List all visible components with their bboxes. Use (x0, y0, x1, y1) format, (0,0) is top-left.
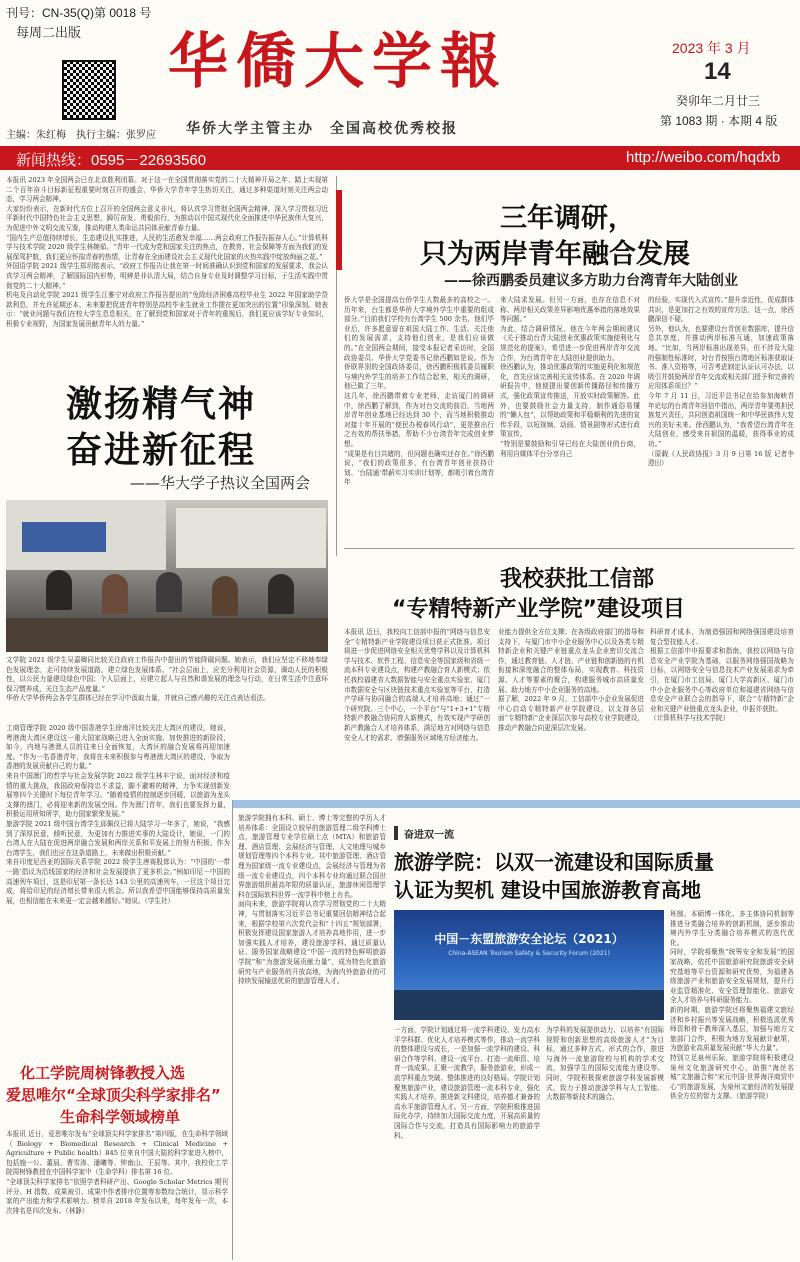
date-year-month: 2023 年 3 月 (672, 40, 751, 56)
center-col-a: 侨大学是全国提高台侨学生人数最多的高校之一。历年来，台生都是华侨大学境外学生中重要的组成部分。”目前我们学校有台湾学生 500 余名，他们毕业后，许多愿意留在祖国大陆工作、生活。关注他们的发展需求，支持他们创业，是我们应该做的。”在全国两会期间，接受本报记者采访时，全国政协委员、华侨大学党委书记徐西鹏如是说。作为侨联界别的全国政协委员，徐西鹏积极抓委员履职与境内外学生的培养工作结合起来，相关的调研，他已做了三年。 这几年，徐西鹏带着专业老师，走访厦门的调研中，徐西鹏了解到，作为对台交流的前沿，当地两岸青年创业基地已经达到 30 个，而当地积极推动对接十年开展的“便民办税春风行动”，更是推出行之有效的帮扶举措，帮助不少台湾青年完成创业梦想。 “成果是有目共睹的，但问题也确实还存在。”徐西鹏说，“我们的政策很多，有台湾青年创业扶持计划、‘台陆通’带薪实习实训计划等，都吸引着台湾青年 (344, 296, 494, 487)
headline-project-1: 我校获批工信部 (500, 567, 655, 592)
project-col-a: 本报讯 近日，我校向工信部申报的“网络与信息安全”专精特新产业学院建设项目获正式批准。项目将进一步促进网络安全相关优势学科以及计算机科学与技术、软件工程、信息安全等国家级和省级一流本科专业建设点，构建产教融合育人新模式；依托我校福建省大数据智能与安全重点实验室、厦门市数据安全与区块链技术重点实验室等平台，打造产学研与协同融合的高端人才培养高地；通过“一个研究院、三个中心，一个平台”与“1+3+1”专精特新产教融合协同育人新模式，有效实现产学研创新产教融合人才培养体系，满足地方对网络与信息安全人才的需求，增强服务区域地方经济能力。 (344, 628, 490, 742)
poster-stage (394, 990, 664, 1020)
hotline: 新闻热线：0595－22693560 (16, 152, 207, 169)
headline-left-sub: ——华大学子热议全国两会 (130, 474, 311, 492)
project-col-b: 业能力提供全方位支撑；在各级政府部门的指导和支持下，与厦门市中小企业服务中心以及各类专精特新企业和关键产业链重点龙头企业密切交流合作，通过教育链、人才链、产业链和创新链的有机衔接和深度融合的整体布局，实现教育、科技资源、人才等要素的聚合，构建服务城市高质量发展、助力地方中小企业服务的高地。 据了解，2022 年 9 月，工信部中小企业发展促进中心启动专精特新产业学院建设，以支持各层面“专精特新”企业深层次参与高校专业学院建设，推动产教融合向更深层次发展。 (498, 628, 644, 732)
headline-left-1: 激扬精气神 (66, 384, 257, 425)
photo-student (212, 576, 238, 616)
tourism-col-a: 旅游学院拥有本科、硕士、博士等完整的学历人才培养体系：全国设立较早的旅游管理二级学科博士点，旅游管理专业学位硕士点（MTA）和旅游管理、酒店管理、会展经济与管理、人文地理与城乡规划管理等四个本科专业。其中旅游管理、酒店管理为国家级一流专业建设点，会展经济与管理为省级一流专业建设点，四个本科专业均通过联合国世界旅游组织最高年限的质量认证，旅游休闲管理学科在国际软科世界一流学科中榜上有名。 面向未来，旅游学院将认真学习贯彻党的二十大精神，与贯彻落实习近平总书记重要回信精神结合起来，根据学校第六次党代会和“十四五”规划部署，积极发挥建设国家旅游人才培养高地作用，进一步加强实践人才培养，建设旅游学科、通过质量认证、服务国家战略建设“中国一流的特色鲜明旅游学院”和“为旅游发展贡献力量”，成为特色化旅游研究与产业服务的开放高地，为海内外旅游业的可持续发展输送优质的旅游管理人才。 (238, 814, 386, 986)
qr-code (62, 60, 116, 120)
issue-number: 第 1083 期 · 本期 4 版 (660, 114, 778, 128)
center-col-b: 来大陆求发展。但另一方面，也存在信息不对称、两岸相关政策差异影响优惠举措的落地效果等问题。” 为此，结合调研情况，他在今年两会期间建议《关于推动台青大陆创业优惠政策实施便利化与规范化的提案》，希望进一步促进两岸青年交流合作，为台湾青年在大陆创业提供助力。 徐西鹏认为，推动优惠政策的实施更利化和规范化，首先应该完善相关宣传体系。在 2020 年调研报告中，他便提出要创新传播路径和传播方式，强化政策宣传推送，开放实时政策解答。此外，也要鼓励社会力量支持，制作通俗易懂的“懒人包”，以帮助政策和平稳顺利的先进的宣传手段，以短视频、动画、情景剧等形式进行政策宣传。 “特别是要鼓励和引导已经在大陆创业的台商，利用自媒体平台分享自己 (500, 296, 640, 458)
left-intro: 本报讯 2023 年全国两会已在北京胜利闭幕。对于这一在全国贯彻落实党的二十大精神开局之年、踏上实现第二个百年奋斗目标新征程重要时刻召开的盛会，华侨大学青年学生热切关注，通过多种渠道时刻关注两会动态，学习两会精神。 大家纷纷表示，在新时代方位上召开的全国两会意义非凡，将认真学习贯彻全国两会精神，深入学习贯彻习近平新时代中国特色社会主义思想，踔厉奋发、勇毅前行，为推动以中国式现代化全面推进中华民族伟大复兴，为促进中外文明交流互鉴，推动构建人类命运共同体贡献青春力量。 “国内生产总值持续增长，生态建设扎实推进，人民的生活愈发幸福……两会政府工作报告振奋人心。”计算机科学与技术学院 2020 级学生林婉茹。“青年一代成为党和国家关注的焦点，在教育、社会保障等方面为我们的发展保驾护航，我们更应怀揣青春的热情，让青春在全面建设社会主义现代化国家的火热实践中绽放绚丽之花。” 外国语学院 2021 级学生郑玥铭表示，“政府工作报告让我在第一时间准确认识到党和国家的发展要求，我会认真学习两会精神，了解国际国内形势，明辨是非认清大局，结合自身专业及时调整学习目标，于生活实践中贯彻党的二十大精神。” 机电及自动化学院 2021 级学生江雅宁对政府工作报告提出的“免除经济困难高校毕业生 2022 年国家助学贷款利息，并允许延期还本，未来要把促进青年特别是高校毕业生就业工作摆在更加突出的位置”印象深刻。她表示：“就业问题与我们在校大学生息息相关，在了解到党和国家对于青年的重视后，我们更应该学好专业知识，积极专业视野，为国家发展贡献青年人的力量。” (6, 176, 328, 328)
blue-band (232, 800, 800, 808)
headline-chem-2: 爱思唯尔“全球顶尖科学家排名” (6, 1086, 221, 1104)
photo-student (268, 574, 294, 614)
tourism-col-c: 为学科的发展提供动力、以培养“有国际视野和创新思想的高级旅游人才”为目标，通过多种方式、形式的合作，推进与海外一流旅游院校与机构的学术交流，加强学生的国际交流能力建设等。同时，学院积极探索旅游学科发展新模式，致力于推动旅游学科与人工智能、大数据等新技术的融合。 (546, 1026, 664, 1102)
photo-desks (6, 618, 328, 652)
headline-left-2: 奋进新征程 (66, 430, 257, 471)
headline-chem-1: 化工学院周树锋教授入选 (20, 1064, 186, 1082)
divider (344, 548, 794, 549)
classroom-photo (6, 500, 328, 652)
photo-student (102, 574, 128, 614)
photo-student (46, 570, 72, 610)
poster-subtitle: China-ASEAN Tourism Safety & Security Forum (2021) (448, 950, 610, 957)
accent-bar (336, 190, 342, 270)
left-lower-text: 工商管理学院 2020 级中国香港学生徐南洋比较关注大湾区的建设，她说，粤港澳大湾区建设这一重大国家战略已进入全面实施、加快推进的新阶段，如今，内地与港澳人员的往来日全面恢复，大湾区的融合发展将再迎加速度。“作为一名香港青年，我将在未来积极参与粤港澳大湾区的建设，争取为香港的发展贡献自己的力量。” 来自中国澳门的哲学与社会发展学院 2022 级学生林丰宁说，面对经济和疫情的重大挑战，我国政府保持忠不求益，脚不避难的精神，力争实现创新发展等四个关键时下每位青年学习。“随着疫情的控制逐步回暖，以旅游为龙头支撑的澳门，必将迎来新的发展空间。作为澳门青年，我们也要发挥力量，积极运用所知所学，助力国家繁荣发展。” 旅游学院 2021 级中国台湾学生邱佩仪已将大陆学习一年多了，她说，“我感到了深厚民意，倾听民意，为更加有力推进实事的大陆设计，她说，一门的台湾人在大陆在促进两岸融合发展和两岸关系和平发展上的努力积极。作为台湾学生，我们也应在这条道路上，未来做出积极贡献。” 来自印度尼西亚的国际关系学院 2022 级学生唐赛股郎认为：“中国的‘一带一路’倡议为沿线国家的经济和社会发展提供了更多机会。”例如印尼－中国的高速列车项目，这是印尼第一条长达 143 公里的高速列车，一旦这个项目完成，将给印尼的经济增长带来很大机会。所以我希望中国能够保持高质量发展，也相信能在未来更一定会越来越好。”她说。（学生社） (6, 724, 230, 905)
headline-tourism-2: 认证为契机 建设中国旅游教育高地 (394, 878, 701, 902)
slogan: 华侨大学主管主办 全国高校优秀校报 (186, 121, 458, 137)
center-col-c: 的经验，实现代入式宣传。”提升亲近性，促成群体共识，是更加打之有效的宣传方法，这一点，徐西鹏深信不疑。 另外，他认为，也要建设台青创业数据库，提升信息共享度，并推动两岸标准互通，加速政策落地。“比如，当两岸标准出现差异，但不涉及大陆的强制性标准时，对台青按照台湾地区标准获取证书、准入资格等，可否考虑制定认证认可办法，以吸引并鼓励两岸青年交流或相关部门授予和完善的应用体系项目？” 今年 7 月 11 日，习近平总书记在给参加海峡青年论坛的台湾青年回信中指出，两岸青年要勇担民族复兴责任，共同创造祖国统一和中华民族伟大复兴的美好未来。徐西鹏认为，“我希望台湾青年在大陆创业，感受来自祖国的温暖，获得事业的成功。” （原载《人民政协报》3 月 9 日第 16 版 记者李澄田） (648, 296, 794, 468)
headline-project-2: “专精特新产业学院”建设项目 (392, 597, 685, 622)
section-tag: 奋进双一流 (394, 826, 460, 840)
lunar-date: 癸卯年二月廿三 (676, 94, 761, 108)
photo-student (156, 572, 182, 612)
hotline-bar (0, 146, 800, 170)
tourism-col-b: 一方面，学院计划通过将一流学科建设、发力高水平学科群、优化人才培养模式等作，推动一流学科的整体建设与成长，一是加强一流学科的建设、科研合作等学科、建设一流平台、打造一流师资、培育一流成果、汇聚一流教学，服务旅游业，形成一流学科重点突破、整体推进的良好格局。学院计划聚焦旅游产业，建设旅游管理一流本科专业，强化实践人才培养，推进新文科建设，培养德才兼备的高水平旅游管理人才。另一方面，学院积极推进国际化办学，持续加大国际交流力度，开展高质量的国际合作与交流，打造具有国际影响力的旅游学科。 (394, 1026, 540, 1140)
headline-center-sub: ——徐西鹏委员建议多方助力台湾青年大陆创业 (444, 273, 738, 289)
headline-tourism-1: 旅游学院：以双一流建设和国际质量 (394, 850, 714, 874)
photo-caption: 文学院 2021 级学生吴嘉卿同比较关注政府工作报告中提出的节能降碳问题。她表示，我们应坚定不移地奉绿色发展理念，走可持续发展道路，建立绿色发展体系。“社会层面上，应充分利用社会资源，调动人民的积极性，以公民力量建设绿色中国；个人层面上，应建立起人与自然和谐发展的理念与行动，在日常生活中注意环保习惯养成，关注生态产品度量。” 华侨大学华侨两会各学生群体已经在学习中汲取力量，并就自己感兴趣的关注点表达看法。 (6, 656, 328, 703)
poster-title: 中国－东盟旅游安全论坛（2021） (434, 932, 624, 946)
editor-line: 主编：朱红梅 执行主编：张罗应 (6, 130, 156, 141)
headline-center-1: 三年调研， (500, 203, 635, 234)
tourism-col-d: 班制、本硕博一体化、多主体协同机制等推进分类融合培养的创新机制，逐步推动境内外学生分类融合培养模式的迭代优化。 同时，学院将聚焦“统筹安全和发展”的国家战略，依托中国旅游研究院旅游安全研究基地等平台资源和研究优势，为福建各级旅游产业和旅游安全发展规划，提升行业监管精准化、安全管理智能化、旅游安全人才培养与科研服务能力。 新的时期，旅游学院还将聚焦福建文旅经济和乡村振兴等发展战略，积极选派优秀师资和骨干教师深入基层，加强与地方文旅部门合作，积极为地方发展献计献策，为旅游业高质量发展贡献“华大力量”。 特别立足泉州乐际，旅游学院将积极建设泉州文化旅游研究中心，助推“海丝名城”文旅融合和“宋元中国·世界海洋商贸中心”的旅游发展，为泉州文旅经济的发展提供全方位的智力支撑。（旅游学院） (670, 910, 794, 1101)
weibo-link[interactable]: http://weibo.com/hqdxb (626, 149, 781, 166)
frequency: 每周二出版 (16, 25, 82, 40)
photo-banner (22, 522, 106, 552)
masthead (0, 0, 800, 170)
chem-body: 本报讯 近日，爱思唯尔发布“全球顶尖科学家排名”第四版，在生命科学领域（Biology + Biomedical Research + Clinical Medicine + Agriculture + Public health）845 位来自中国大陆的科学家进入榜中，包括施一公、董晨、曹雪涛、潘曦等、钟南山、王辰等。其中，我校化工学院周树锋教授在中国科学家中（生命学科）排名第 16 位。 “全球顶尖科学家排名”依照学者科研产出、Google Scholar Metrics 期刊评分、H 指数、成果被引、成果中作者排序位置等参数综合统计，显示科学家的产出能力和学术影响力。榜单自 2018 年发布以来，每年发布一次，本次排名是四次发布。（林静） (6, 1130, 228, 1215)
headline-chem-3: 生命科学领域榜单 (60, 1108, 181, 1126)
forum-photo (394, 910, 664, 1020)
headline-center-2: 只为两岸青年融合发展 (420, 239, 690, 270)
photo-board (176, 508, 326, 568)
column-divider (232, 800, 233, 1260)
newspaper-title: 华僑大学報 (168, 27, 508, 97)
project-col-c: 科研育才成本，为制造强国和网络强国建设培育复合型技能人才。 根据工信部中申报要求和指南，我校以网络与信息安全产业学院为基础，以服务网络强国战略为目标，以网络安全与信息技术产业发展需求为牵引，在厦门市工信局、厦门大学高新区、厦门市中小企业服务中心等政府单位和福建省网络与信息安全产业联合会的指导下，联合“专精特新”企业和关键产业链重点龙头企业，申报并获批。 （计算机科学与技术学院） (650, 628, 794, 723)
issue-code: 刊号：CN-35(Q)第 0018 号 (6, 6, 152, 20)
date-day: 14 (704, 58, 731, 85)
